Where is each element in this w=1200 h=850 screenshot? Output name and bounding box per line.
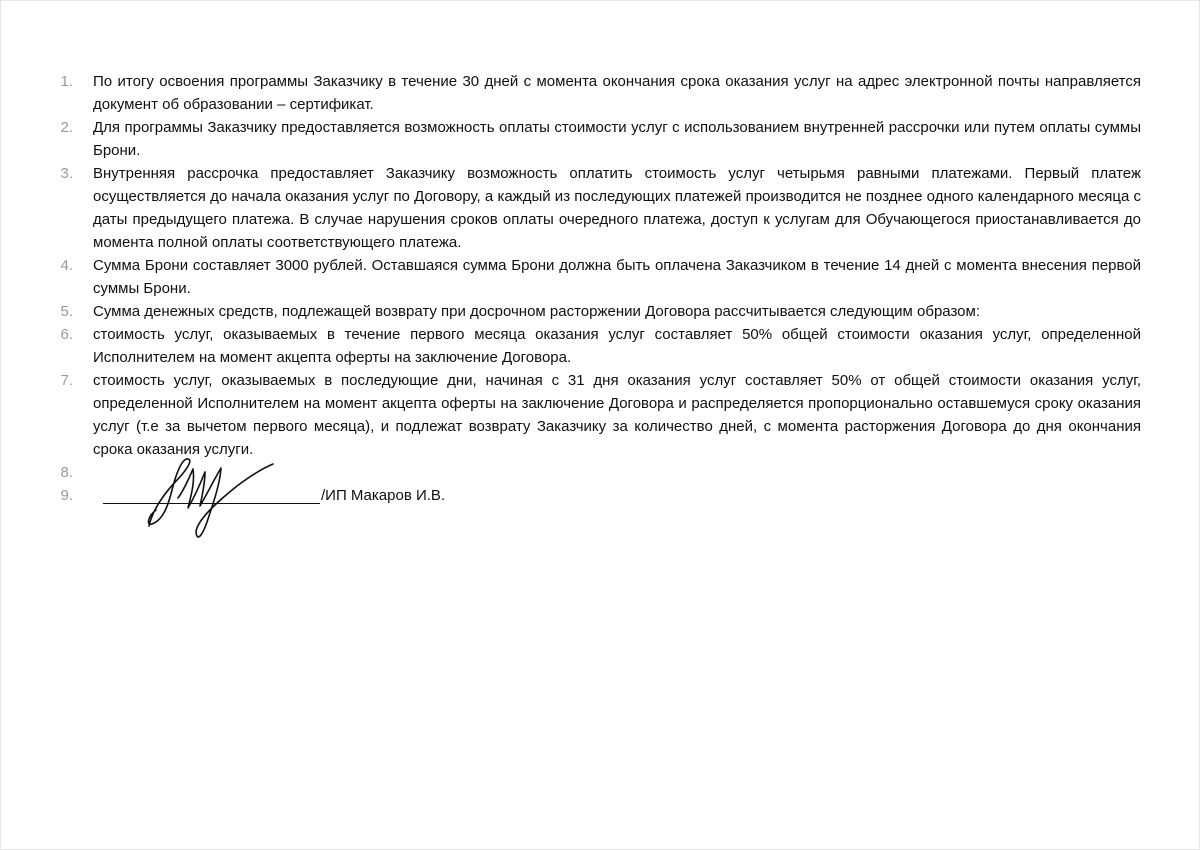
handwritten-signature [141,456,281,546]
list-item [1,300,1200,323]
item-number: 1. [60,73,73,90]
list-item [1,116,1200,162]
item-text: По итогу освоения программы Заказчику в течение 30 дней с момента окончания срока оказания услуг на адрес электронной почты направляется документ об образовании – сертификат. [93,73,1141,113]
list-item [1,162,1200,254]
list-item [1,369,1200,461]
item-number: 8. [60,464,73,481]
item-number: 9. [60,487,73,504]
item-number: 4. [60,257,73,274]
item-text: Для программы Заказчику предоставляется возможность оплаты стоимости услуг с использованием внутренней рассрочки или путем оплаты суммы Брони. [93,119,1141,159]
list-item [1,70,1200,116]
item-text: Сумма Брони составляет 3000 рублей. Оставшаяся сумма Брони должна быть оплачена Заказчиком в течение 14 дней с момента внесения первой суммы Брони. [93,257,1141,297]
item-text: стоимость услуг, оказываемых в течение первого месяца оказания услуг составляет 50% общей стоимости оказания услуг, определенной Исполнителем на момент акцепта оферты на заключение Договора. [93,326,1141,366]
item-number: 5. [60,303,73,320]
list-item [1,254,1200,300]
numbered-list [1,70,1200,507]
list-item [1,323,1200,369]
item-number: 3. [60,165,73,182]
item-number: 7. [60,372,73,389]
signatory-name: /ИП Макаров И.В. [321,487,446,504]
item-number: 2. [60,119,73,136]
item-text: Внутренняя рассрочка предоставляет Заказчику возможность оплатить стоимость услуг четырьмя равными платежами. Первый платеж осуществляется до начала оказания услуг по Договору, а каждый из последующих платежей производится не позднее одного календарного месяца с даты предыдущего платежа. В случае нарушения сроков оплаты очередного платежа, доступ к услугам для Обучающегося приостанавливается до момента полной оплаты соответствующего платежа. [93,165,1141,251]
item-text: Сумма денежных средств, подлежащей возврату при досрочном расторжении Договора рассчитывается следующим образом: [93,303,981,320]
item-number: 6. [60,326,73,343]
item-text: стоимость услуг, оказываемых в последующие дни, начиная с 31 дня оказания услуг составляет 50% от общей стоимости оказания услуг, определенной Исполнителем на момент акцепта оферты на заключение Договора и распределяется пропорционально оставшемуся сроку оказания услуг (т.е за вычетом первого месяца), и подлежат возврату Заказчику за количество дней, с момента расторжения Договора до дня окончания срока оказания услуги. [93,372,1141,458]
